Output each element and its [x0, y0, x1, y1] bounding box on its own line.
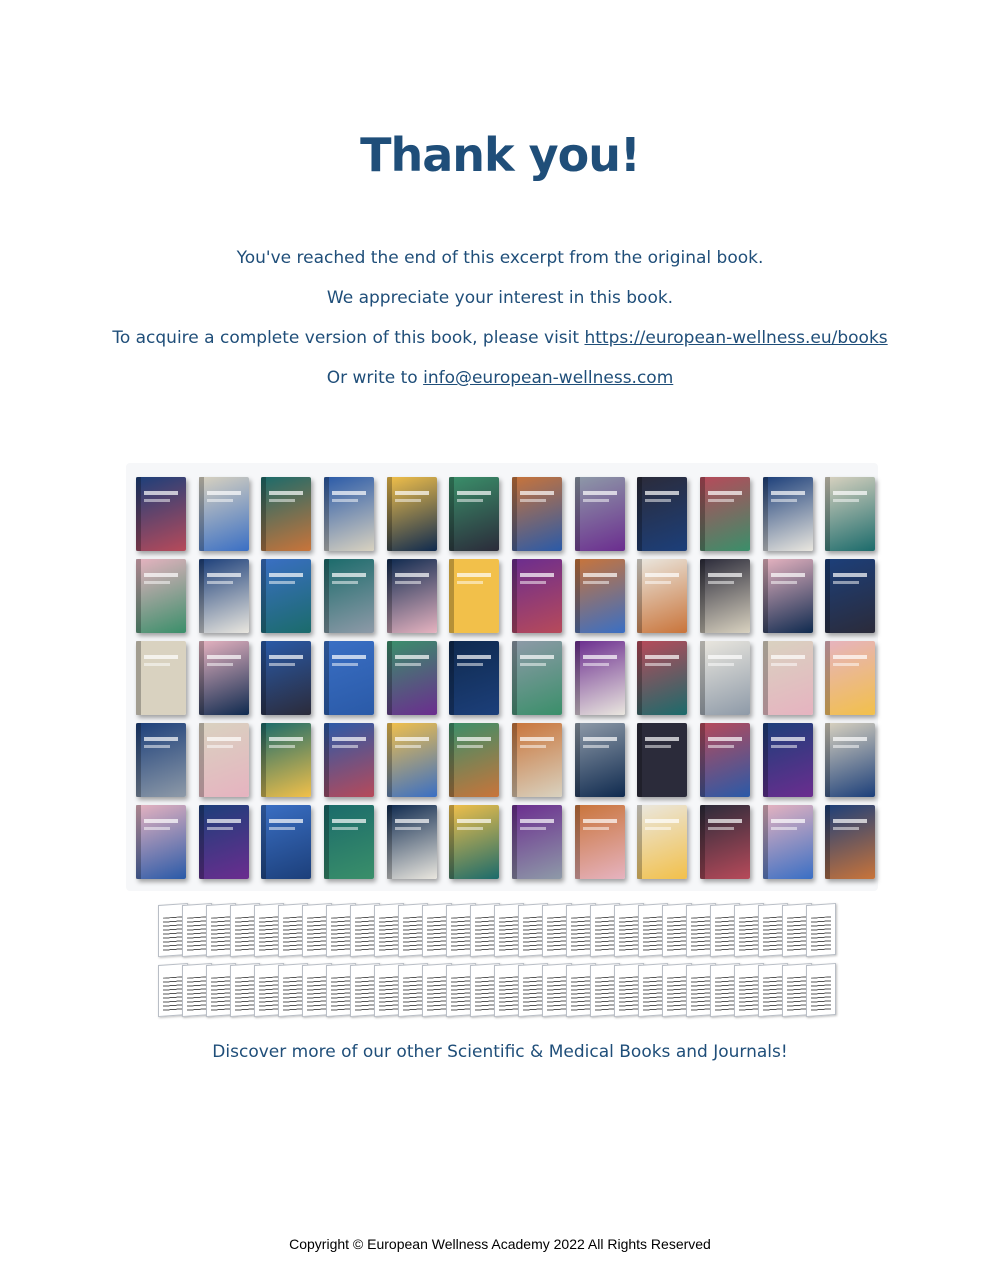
book-cover: [199, 477, 249, 551]
book-cover: [324, 723, 374, 797]
book-cover: [763, 641, 813, 715]
book-cover: [512, 805, 562, 879]
book-cover: [825, 559, 875, 633]
books-link[interactable]: https://european-wellness.eu/books: [584, 328, 888, 348]
book-cover: [199, 559, 249, 633]
book-cover: [575, 641, 625, 715]
book-cover: [512, 559, 562, 633]
book-cover: [324, 477, 374, 551]
copyright-notice: Copyright © European Wellness Academy 2022 All Rights Reserved: [289, 1236, 711, 1252]
book-cover: [763, 723, 813, 797]
book-cover: [261, 641, 311, 715]
book-cover: [700, 477, 750, 551]
book-cover: [700, 641, 750, 715]
book-cover: [575, 477, 625, 551]
book-cover: [199, 723, 249, 797]
book-cover: [136, 559, 186, 633]
book-cover: [575, 805, 625, 879]
book-cover: [825, 723, 875, 797]
book-cover: [136, 641, 186, 715]
book-cover: [387, 805, 437, 879]
book-cover: [700, 559, 750, 633]
book-cover: [700, 805, 750, 879]
book-cover: [199, 641, 249, 715]
contact-message: [0, 368, 1000, 388]
book-cover: [449, 477, 499, 551]
discover-message: Discover more of our other Scientific & Medical Books and Journals!: [212, 1042, 788, 1062]
book-cover: [449, 805, 499, 879]
page-title: Thank you!: [360, 128, 640, 182]
book-cover: [449, 559, 499, 633]
book-cover: [261, 805, 311, 879]
contact-text: Or write to: [326, 368, 424, 388]
book-cover: [136, 477, 186, 551]
book-cover: [387, 477, 437, 551]
acquire-message: [0, 328, 1000, 348]
book-cover: [324, 641, 374, 715]
book-cover: [512, 477, 562, 551]
book-cover: [637, 805, 687, 879]
acquire-text: To acquire a complete version of this book, please visit: [112, 328, 585, 348]
book-cover: [387, 641, 437, 715]
book-cover: [449, 723, 499, 797]
book-cover: [825, 477, 875, 551]
book-cover: [637, 477, 687, 551]
book-cover: [825, 641, 875, 715]
book-cover: [637, 723, 687, 797]
book-cover: [136, 805, 186, 879]
appreciation-message: We appreciate your interest in this book.: [326, 288, 674, 308]
book-cover: [575, 723, 625, 797]
excerpt-end-message: You've reached the end of this excerpt from the original book.: [236, 248, 764, 268]
email-link[interactable]: info@european-wellness.com: [423, 368, 674, 388]
book-cover: [449, 641, 499, 715]
book-cover: [637, 559, 687, 633]
book-cover: [825, 805, 875, 879]
book-cover: [324, 559, 374, 633]
book-cover: [387, 559, 437, 633]
book-cover: [261, 477, 311, 551]
book-covers-collage: [126, 463, 878, 891]
book-cover: [261, 559, 311, 633]
book-cover: [261, 723, 311, 797]
book-cover: [136, 723, 186, 797]
book-cover: [324, 805, 374, 879]
journal-page: [806, 963, 836, 1017]
book-cover: [575, 559, 625, 633]
book-cover: [700, 723, 750, 797]
book-cover: [763, 477, 813, 551]
book-cover: [199, 805, 249, 879]
journal-page: [806, 903, 836, 957]
book-cover: [387, 723, 437, 797]
book-cover: [512, 641, 562, 715]
book-cover: [763, 559, 813, 633]
book-cover: [512, 723, 562, 797]
book-cover: [763, 805, 813, 879]
journal-pages-collage: [158, 898, 858, 1014]
book-cover: [637, 641, 687, 715]
